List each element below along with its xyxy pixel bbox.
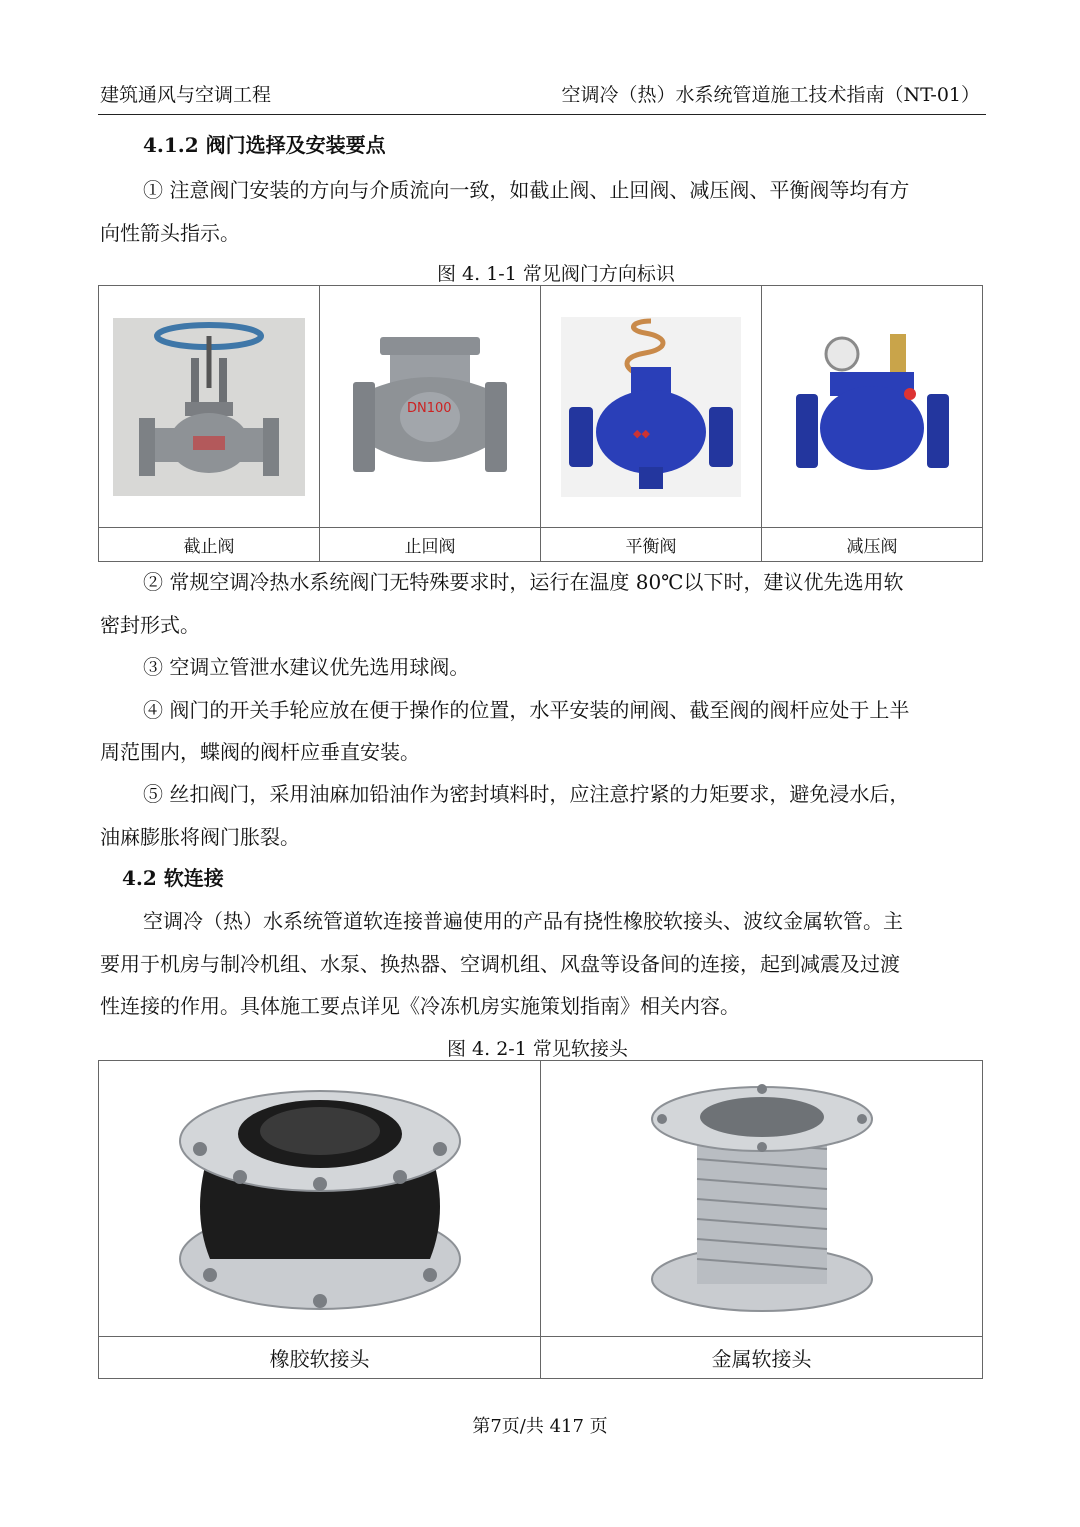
valve-label: 截止阀 <box>99 528 320 562</box>
svg-text:◆◆: ◆◆ <box>633 426 650 440</box>
paragraph-5-line-1: ⑤ 丝扣阀门，采用油麻加铅油作为密封填料时，应注意拧紧的力矩要求，避免浸水后， <box>143 782 910 806</box>
pressure-reducing-valve-icon <box>790 324 955 489</box>
valve-figure-table <box>98 285 983 562</box>
page-number: 第7页/共 417 页 <box>472 1416 608 1437</box>
paragraph-4-line-2: 周范围内，蝶阀的阀杆应垂直安装。 <box>100 740 420 764</box>
valve-image-cell <box>320 286 541 528</box>
svg-text:DN100: DN100 <box>407 400 452 416</box>
paragraph-2-line-1: ② 常规空调冷热水系统阀门无特殊要求时，运行在温度 80℃以下时，建议优先选用软 <box>143 570 904 594</box>
valve-image-cell <box>762 286 983 528</box>
figure-caption-4-1-1: 图 4. 1-1 常见阀门方向标识 <box>437 263 675 285</box>
balance-valve-icon <box>561 317 741 497</box>
paragraph-1-line-1: ① 注意阀门安装的方向与介质流向一致，如截止阀、止回阀、减压阀、平衡阀等均有方 <box>143 178 910 202</box>
figure-caption-4-2-1: 图 4. 2-1 常见软接头 <box>447 1038 628 1060</box>
valve-label: 减压阀 <box>762 528 983 562</box>
section-heading-4-1-2: 4.1.2 阀门选择及安装要点 <box>143 133 386 157</box>
header-left: 建筑通风与空调工程 <box>100 84 272 106</box>
page-header <box>98 76 986 115</box>
joint-label: 金属软接头 <box>541 1337 983 1379</box>
valve-image-cell <box>99 286 320 528</box>
paragraph-1-line-2: 向性箭头指示。 <box>100 221 240 245</box>
joint-image-cell <box>99 1061 541 1337</box>
valve-label: 止回阀 <box>320 528 541 562</box>
valve-image-cell <box>541 286 762 528</box>
joint-image-cell <box>541 1061 983 1337</box>
globe-valve-icon <box>113 318 305 496</box>
paragraph-6-line-2: 要用于机房与制冷机组、水泵、换热器、空调机组、风盘等设备间的连接，起到减震及过渡 <box>100 952 900 976</box>
check-valve-icon <box>345 322 515 492</box>
paragraph-2-line-2: 密封形式。 <box>100 613 200 637</box>
section-heading-4-2: 4.2 软连接 <box>122 866 224 890</box>
joint-figure-table <box>98 1060 983 1379</box>
paragraph-6-line-3: 性连接的作用。具体施工要点详见《冷冻机房实施策划指南》相关内容。 <box>100 994 740 1018</box>
paragraph-3: ③ 空调立管泄水建议优先选用球阀。 <box>143 655 470 679</box>
valve-label: 平衡阀 <box>541 528 762 562</box>
paragraph-5-line-2: 油麻膨胀将阀门胀裂。 <box>100 825 300 849</box>
metal-hose-icon <box>642 1079 882 1319</box>
paragraph-4-line-1: ④ 阀门的开关手轮应放在便于操作的位置，水平安装的闸阀、截至阀的阀杆应处于上半 <box>143 698 910 722</box>
paragraph-6-line-1: 空调冷（热）水系统管道软连接普遍使用的产品有挠性橡胶软接头、波纹金属软管。主 <box>143 909 903 933</box>
header-right: 空调冷（热）水系统管道施工技术指南（NT-01） <box>561 84 980 106</box>
rubber-joint-icon <box>170 1079 470 1319</box>
joint-label: 橡胶软接头 <box>99 1337 541 1379</box>
